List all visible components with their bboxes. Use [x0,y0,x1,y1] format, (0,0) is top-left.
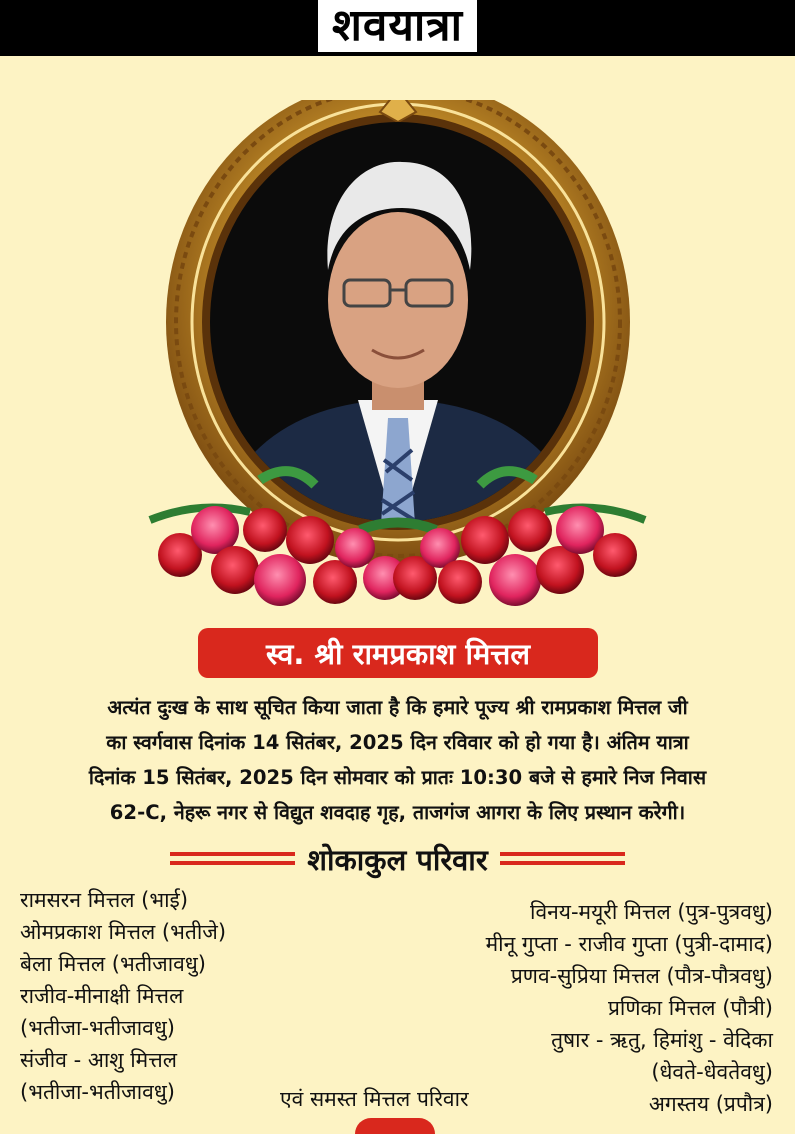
family-member: तुषार - ऋतु, हिमांशु - वेदिका [551,1028,773,1052]
announcement-text [14,690,781,830]
family-member: मीनू गुप्ता - राजीव गुप्ता (पुत्री-दामाद) [485,932,773,956]
deceased-name: स्व. श्री रामप्रकाश मित्तल [265,636,531,671]
family-member: (धेवते-धेवतेवधु) [651,1060,773,1084]
family-member: (भतीजा-भतीजावधु) [20,1080,175,1104]
family-heading [130,838,665,880]
closing-line: एवं समस्त मित्तल परिवार [280,1087,469,1111]
family-member: विनय-मयूरी मित्तल (पुत्र-पुत्रवधु) [530,900,773,924]
family-member: रामसरन मित्तल (भाई) [20,888,189,912]
family-member: बेला मित्तल (भतीजावधु) [20,952,206,976]
announcement-line: दिनांक 15 सितंबर, 2025 दिन सोमवार को प्रातः 10:30 बजे से हमारे निज निवास [88,766,707,789]
family-member: ओमप्रकाश मित्तल (भतीजे) [20,920,227,944]
family-list-left [20,884,320,1108]
header-bar [0,0,795,56]
announcement-line: 62-C, नेहरू नगर से विद्युत शवदाह गृह, ताजगंज आगरा के लिए प्रस्थान करेगी। [109,801,686,824]
divider-right [500,852,625,866]
family-member: संजीव - आशु मित्तल [20,1048,177,1072]
family-member: अगस्तय (प्रपौत्र) [648,1092,773,1116]
family-member: राजीव-मीनाक्षी मित्तल [20,984,184,1008]
announcement-line: का स्वर्गवास दिनांक 14 सितंबर, 2025 दिन रविवार को हो गया है। अंतिम यात्रा [106,731,689,754]
family-heading-text: शोकाकुल परिवार [307,842,488,877]
announcement-line: अत्यंत दुःख के साथ सूचित किया जाता है कि हमारे पूज्य श्री रामप्रकाश मित्तल जी [107,696,688,719]
family-member: प्रणव-सुप्रिया मित्तल (पौत्र-पौत्रवधु) [510,964,773,988]
bottom-ornament [355,1118,435,1134]
page-title: शवयात्रा [318,0,477,52]
divider-left [170,852,295,866]
memorial-portrait-icon [140,100,655,620]
family-member: प्रणिका मित्तल (पौत्री) [607,996,773,1020]
name-banner [198,628,598,678]
family-member: (भतीजा-भतीजावधु) [20,1016,175,1040]
